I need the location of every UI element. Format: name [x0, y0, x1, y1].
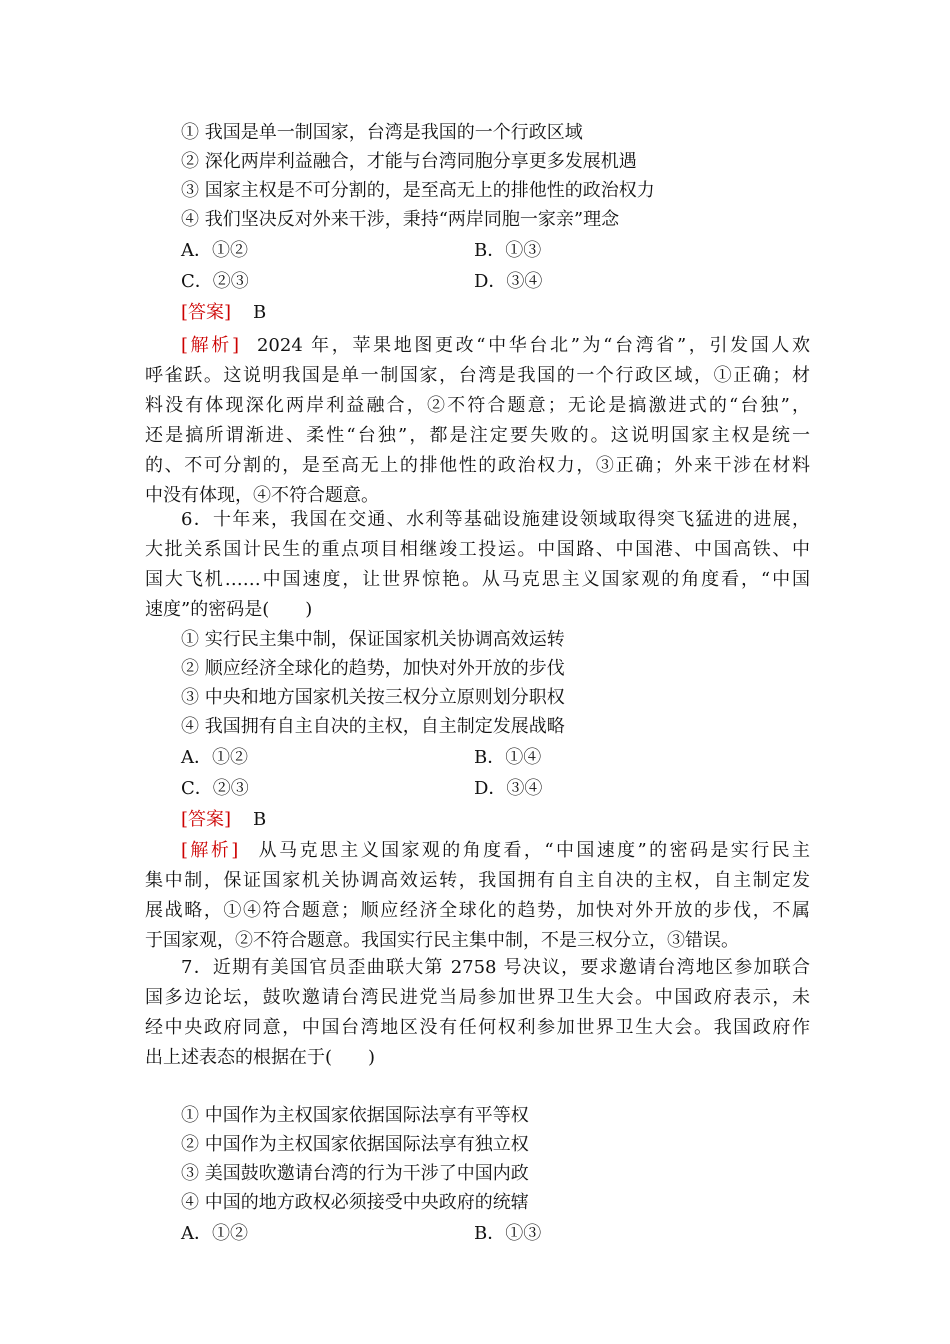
q7-choice-a: A．①②	[181, 1223, 248, 1244]
q6-answer-line	[181, 805, 810, 835]
q6-choice-c: C．②③	[181, 778, 249, 799]
q5-analysis-line-3: 料没有体现深化两岸利益融合，②不符合题意；无论是搞激进式的“台独”，	[145, 395, 810, 416]
q5-choice-d: D．③④	[474, 271, 543, 292]
q6-choice-d: D．③④	[474, 778, 543, 799]
q5-option-4: ④ 我们坚决反对外来干涉，秉持“两岸同胞一家亲”理念	[181, 209, 620, 230]
analysis-tag: [解析]	[181, 840, 239, 861]
q6-option-3: ③ 中央和地方国家机关按三权分立原则划分职权	[181, 687, 565, 708]
q7-option-3: ③ 美国鼓吹邀请台湾的行为干涉了中国内政	[181, 1163, 529, 1184]
q7-stem-line-1: 7．近期有美国官员歪曲联大第 2758 号决议，要求邀请台湾地区参加联合	[181, 957, 810, 978]
q5-option-1: ① 我国是单一制国家，台湾是我国的一个行政区域	[181, 122, 583, 143]
q5-option-3: ③ 国家主权是不可分割的，是至高无上的排他性的政治权力	[181, 180, 655, 201]
analysis-tag: [解析]	[181, 335, 239, 356]
q7-stem-line-3: 经中央政府同意，中国台湾地区没有任何权利参加世界卫生大会。我国政府作	[145, 1017, 810, 1038]
q6-option-2: ② 顺应经济全球化的趋势，加快对外开放的步伐	[181, 658, 565, 679]
q6-stem-line-1: 6．十年来，我国在交通、水利等基础设施建设领域取得突飞猛进的进展，	[181, 509, 810, 530]
q6-analysis-line-2: 集中制，保证国家机关协调高效运转，我国拥有自主自决的主权，自主制定发	[145, 870, 810, 891]
q7-stem-line-2: 国多边论坛，鼓吹邀请台湾民进党当局参加世界卫生大会。中国政府表示，未	[145, 987, 810, 1008]
q5-analysis-line-6: 中没有体现，④不符合题意。	[145, 485, 379, 506]
q5-option-2: ② 深化两岸利益融合，才能与台湾同胞分享更多发展机遇	[181, 151, 637, 172]
q6-stem-line-4: 速度”的密码是( )	[145, 599, 313, 620]
q5-choice-c: C．②③	[181, 271, 249, 292]
q6-stem-line-2: 大批关系国计民生的重点项目相继竣工投运。中国路、中国港、中国高铁、中	[145, 539, 810, 560]
q7-stem-line-4: 出上述表态的根据在于( )	[145, 1047, 376, 1068]
q5-analysis-line-5: 的、不可分割的，是至高无上的排他性的政治权力，③正确；外来干涉在材料	[145, 455, 810, 476]
q6-analysis-line-4: 于国家观，②不符合题意。我国实行民主集中制，不是三权分立，③错误。	[145, 930, 739, 951]
answer-value: B	[253, 809, 267, 830]
q5-analysis-line-4: 还是搞所谓渐进、柔性“台独”，都是注定要失败的。这说明国家主权是统一	[145, 425, 810, 446]
q6-choice-b: B．①④	[474, 747, 542, 768]
analysis-text: 2024 年，苹果地图更改“中华台北”为“台湾省”，引发国人欢	[256, 335, 810, 356]
q5-choice-a: A．①②	[181, 240, 248, 261]
q7-choice-b: B．①③	[474, 1223, 542, 1244]
q6-analysis-line-3: 展战略，①④符合题意；顺应经济全球化的趋势，加快对外开放的步伐，不属	[145, 900, 810, 921]
answer-value: B	[253, 302, 267, 323]
analysis-text: 从马克思主义国家观的角度看，“中国速度”的密码是实行民主	[256, 840, 810, 861]
answer-tag: [答案]	[181, 809, 232, 830]
q6-choice-a: A．①②	[181, 747, 248, 768]
q7-option-2: ② 中国作为主权国家依据国际法享有独立权	[181, 1134, 529, 1155]
q6-analysis-line-1	[181, 836, 810, 866]
q6-option-4: ④ 我国拥有自主自决的主权，自主制定发展战略	[181, 716, 565, 737]
q7-option-1: ① 中国作为主权国家依据国际法享有平等权	[181, 1105, 529, 1126]
q5-analysis-line-2: 呼雀跃。这说明我国是单一制国家，台湾是我国的一个行政区域，①正确；材	[145, 365, 810, 386]
q5-analysis-line-1	[181, 331, 810, 361]
q6-stem-line-3: 国大飞机……中国速度，让世界惊艳。从马克思主义国家观的角度看，“中国	[145, 569, 810, 590]
q7-option-4: ④ 中国的地方政权必须接受中央政府的统辖	[181, 1192, 529, 1213]
answer-tag: [答案]	[181, 302, 232, 323]
q5-choice-b: B．①③	[474, 240, 542, 261]
q6-option-1: ① 实行民主集中制，保证国家机关协调高效运转	[181, 629, 565, 650]
q5-answer-line	[181, 298, 810, 328]
